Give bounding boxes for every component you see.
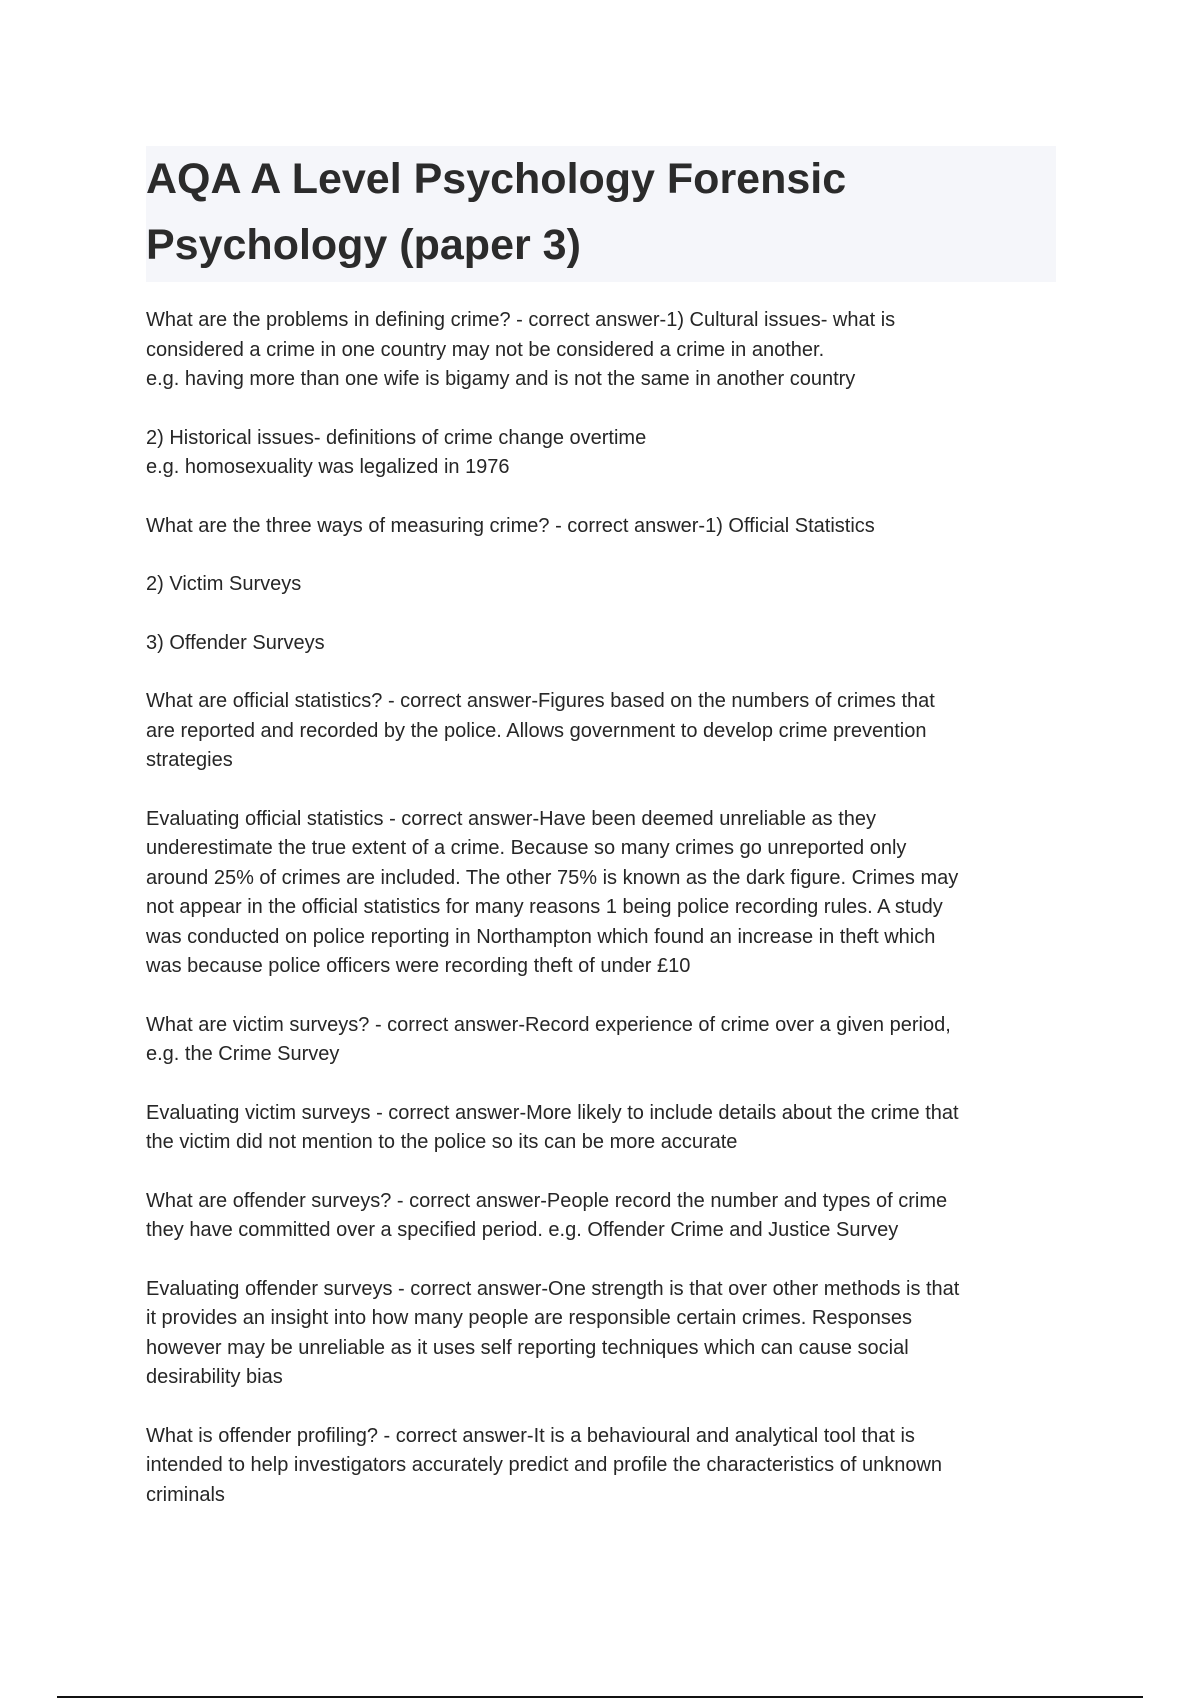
paragraph-evaluating-victim-surveys: Evaluating victim surveys - correct answer-More likely to include details about the crime that the victim did not mention to the police so its can be more accurate — [146, 1101, 959, 1153]
paragraph-victim-surveys: What are victim surveys? - correct answer-Record experience of crime over a given period, e.g. the Crime Survey — [146, 1013, 951, 1065]
paragraph-offender-profiling: What is offender profiling? - correct answer-It is a behavioural and analytical tool that is intended to help investigators accurately predict and profile the characteristics of unknown criminals — [146, 1424, 943, 1506]
footer-divider — [57, 1696, 1143, 1698]
paragraph-evaluating-official-statistics: Evaluating official statistics - correct answer-Have been deemed unreliable as they underestimate the true extent of a crime. Because so many crimes go unreported only around 25% of crimes are included. The other 75% is known as the dark figure. Crimes may not appear in the official statistics for many reasons 1 being police recording rules. A study was conducted on police reporting in Northampton which found an increase in theft which was because police officers were recording theft of under £10 — [146, 807, 959, 977]
paragraph-defining-crime: What are the problems in defining crime? - correct answer-1) Cultural issues- what is considered a crime in one country may not be considered a crime in another. e.g. having more than one wife is bigamy and is not the same in another country — [146, 309, 896, 390]
document-title: AQA A Level Psychology Forensic Psychology (paper 3) — [146, 155, 847, 269]
paragraph-historical-issues: 2) Historical issues- definitions of crime change overtime e.g. homosexuality was legalized in 1976 — [146, 426, 647, 478]
paragraph-evaluating-offender-surveys: Evaluating offender surveys - correct answer-One strength is that over other methods is that it provides an insight into how many people are responsible certain crimes. Responses however may be unreliable as it uses self reporting techniques which can cause social desirability bias — [146, 1277, 960, 1388]
title-banner — [146, 146, 1056, 282]
paragraph-offender-surveys-item: 3) Offender Surveys — [146, 631, 325, 654]
paragraph-measuring-crime: What are the three ways of measuring crime? - correct answer-1) Official Statistics — [146, 514, 875, 537]
document-body — [146, 306, 1066, 1539]
paragraph-official-statistics: What are official statistics? - correct answer-Figures based on the numbers of crimes that are reported and recorded by the police. Allows government to develop crime prevention strategies — [146, 690, 935, 771]
paragraph-offender-surveys: What are offender surveys? - correct answer-People record the number and types of crime they have committed over a specified period. e.g. Offender Crime and Justice Survey — [146, 1189, 948, 1241]
paragraph-victim-surveys-item: 2) Victim Surveys — [146, 573, 302, 595]
